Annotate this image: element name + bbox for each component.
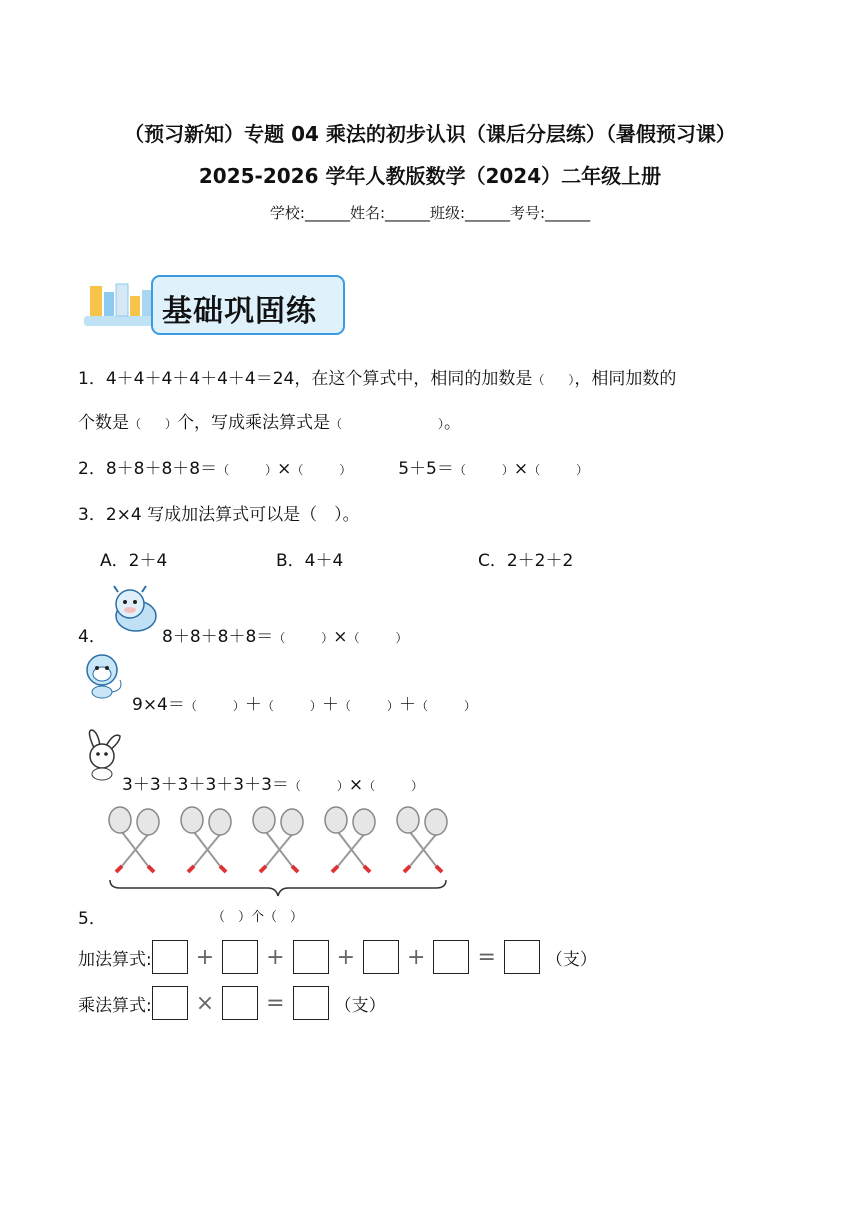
- mul-result-box[interactable]: [293, 986, 329, 1020]
- q1-text-a: 1．4＋4＋4＋4＋4＋4＝24，在这个算式中，相同的加数是: [78, 369, 533, 389]
- question-3-stem: 3．2×4 写成加法算式可以是（ ）。: [78, 505, 360, 525]
- question-2: [78, 454, 588, 479]
- plus-sign: +: [336, 944, 356, 970]
- q1-blank-3[interactable]: （ ）: [330, 417, 445, 431]
- q4-r2-plus-1: ＋: [244, 695, 262, 715]
- question-5-number: 5．: [78, 909, 106, 929]
- q4-r1-blank-2[interactable]: （ ）: [347, 631, 408, 645]
- q4-r1-expr: 8＋8＋8＋8＝: [162, 627, 274, 647]
- rabbit-icon: [80, 728, 128, 782]
- q1-text-d: 个，写成乘法算式是: [177, 413, 331, 433]
- racket-pair: [253, 807, 303, 872]
- q2-expr-a: 2．8＋8＋8＋8＝: [78, 459, 218, 479]
- cow-icon: [108, 582, 162, 636]
- q2-blank-1[interactable]: （ ）: [217, 463, 278, 477]
- question-1-line-2: [78, 408, 461, 433]
- q4-r3-blank-2[interactable]: （ ）: [363, 779, 424, 793]
- badminton-rackets-illustration: [100, 806, 460, 898]
- addition-label: 加法算式:: [78, 949, 152, 970]
- equals-sign: =: [266, 990, 285, 1016]
- q4-row-1: [162, 622, 408, 647]
- section-title: 基础巩固练: [162, 294, 317, 329]
- q1-text-b: ，相同加数的: [574, 369, 677, 389]
- title-line-2: 2025-2026 学年人教版数学（2024）二年级上册: [198, 164, 662, 188]
- times-sign: ×: [195, 990, 215, 1016]
- unit-label: （支）: [545, 949, 597, 970]
- add-box-4[interactable]: [363, 940, 399, 974]
- q5-multiplication-row: [78, 986, 386, 1020]
- q4-r2-blank-2[interactable]: （ ）: [261, 699, 322, 713]
- student-info-line: 学校:______姓名:______班级:______考号:______: [269, 204, 591, 222]
- mul-box-2[interactable]: [222, 986, 258, 1020]
- q2-blank-3[interactable]: （ ）: [453, 463, 514, 477]
- unit-label: （支）: [334, 995, 386, 1016]
- q1-blank-2[interactable]: （ ）: [129, 417, 178, 431]
- q4-r2-blank-1[interactable]: （ ）: [184, 699, 245, 713]
- q4-r1-times: ×: [333, 627, 348, 647]
- racket-pair: [397, 807, 447, 872]
- group-brace: [110, 880, 446, 896]
- racket-pair: [181, 807, 231, 872]
- q2-blank-4[interactable]: （ ）: [528, 463, 589, 477]
- q2-expr-b: 5＋5＝: [398, 459, 454, 479]
- question-4-number: 4．: [78, 627, 106, 647]
- q1-text-c: 个数是: [78, 413, 129, 433]
- monkey-icon: [80, 650, 128, 700]
- q4-r2-blank-4[interactable]: （ ）: [415, 699, 476, 713]
- q4-r3-times: ×: [348, 775, 364, 795]
- q4-row-3: [122, 770, 423, 795]
- q3-option-b[interactable]: B．4＋4: [276, 551, 344, 571]
- plus-sign: +: [266, 944, 285, 970]
- q1-blank-1[interactable]: （ ）: [532, 373, 575, 387]
- q5-addition-row: [78, 940, 597, 974]
- add-box-3[interactable]: [293, 940, 329, 974]
- section-banner: [84, 272, 346, 340]
- q4-r2-plus-3: ＋: [398, 695, 416, 715]
- racket-pair: [109, 807, 159, 872]
- q3-option-a[interactable]: A．2＋4: [100, 551, 168, 571]
- plus-sign: +: [407, 944, 426, 970]
- q4-r3-blank-1[interactable]: （ ）: [288, 779, 349, 793]
- q4-r1-blank-1[interactable]: （ ）: [273, 631, 334, 645]
- q4-row-2: [132, 690, 476, 715]
- q2-times-1: ×: [277, 459, 292, 479]
- q5-brace-label[interactable]: （ ）个（ ）: [212, 910, 304, 925]
- add-result-box[interactable]: [504, 940, 540, 974]
- equals-sign: =: [477, 944, 496, 970]
- racket-pair: [325, 807, 375, 872]
- q3-option-c[interactable]: C．2＋2＋2: [478, 551, 574, 571]
- q1-text-e: 。: [444, 413, 462, 433]
- q2-blank-2[interactable]: （ ）: [291, 463, 352, 477]
- q4-r2-blank-3[interactable]: （ ）: [338, 699, 399, 713]
- plus-sign: +: [195, 944, 215, 970]
- q4-r3-expr: 3＋3＋3＋3＋3＋3＝: [122, 775, 289, 795]
- q2-times-2: ×: [513, 459, 529, 479]
- mul-box-1[interactable]: [152, 986, 188, 1020]
- add-box-1[interactable]: [152, 940, 188, 974]
- multiplication-label: 乘法算式:: [78, 995, 152, 1016]
- title-line-1: （预习新知）专题 04 乘法的初步认识（课后分层练）（暑假预习课）: [124, 122, 736, 146]
- q4-r2-plus-2: ＋: [321, 695, 339, 715]
- add-box-5[interactable]: [433, 940, 469, 974]
- add-box-2[interactable]: [222, 940, 258, 974]
- q4-r2-expr: 9×4＝: [132, 695, 185, 715]
- question-1-line-1: [78, 364, 676, 389]
